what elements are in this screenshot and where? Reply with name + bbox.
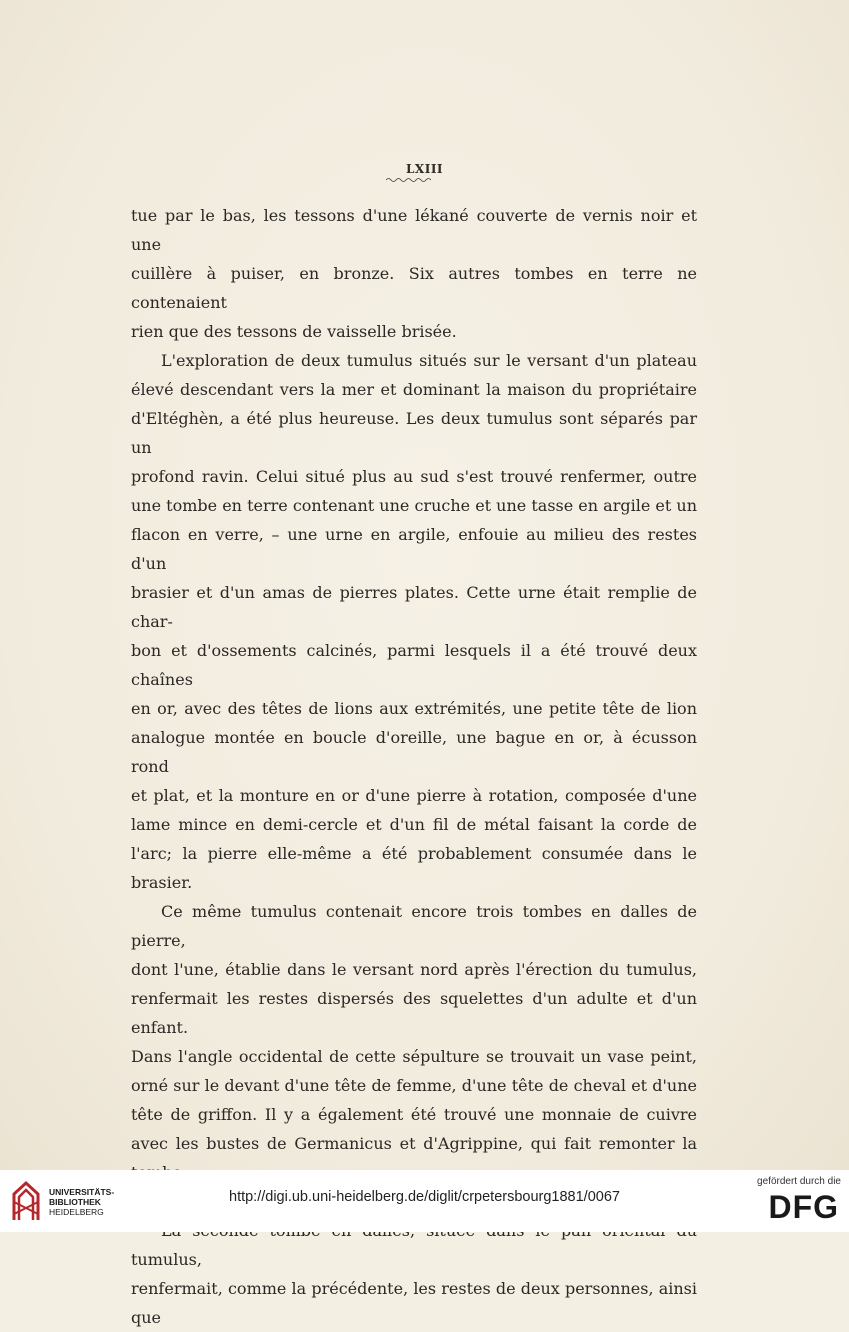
text-line: d'Eltéghèn, a été plus heureuse. Les deux tumulus sont séparés par un	[131, 409, 697, 457]
text-line: une tombe en terre contenant une cruche et une tasse en argile et un	[131, 496, 697, 515]
permalink-url[interactable]: http://digi.ub.uni-heidelberg.de/diglit/crpetersbourg1881/0067	[229, 1189, 620, 1205]
text-line: orné sur le devant d'une tête de femme, d'une tête de cheval et d'une	[131, 1076, 697, 1095]
text-line: profond ravin. Celui situé plus au sud s'est trouvé renfermer, outre	[131, 467, 697, 486]
library-name-line: BIBLIOTHEK	[49, 1197, 101, 1207]
text-line: tête de griffon. Il y a également été trouvé une monnaie de cuivre	[131, 1105, 697, 1124]
university-library-logo-icon[interactable]	[10, 1180, 42, 1222]
funding-caption: gefördert durch die	[757, 1176, 841, 1187]
text-line: Ce même tumulus contenait encore trois tombes en dalles de pierre,	[131, 902, 697, 950]
text-line: et plat, et la monture en or d'une pierre à rotation, composée d'une	[131, 786, 697, 805]
page-number: LXIII	[405, 162, 444, 176]
text-line: L'exploration de deux tumulus situés sur le versant d'un plateau	[161, 351, 697, 370]
text-line: tue par le bas, les tessons d'une lékané couverte de vernis noir et une	[131, 206, 697, 254]
text-line: brasier et d'un amas de pierres plates. Cette urne était remplie de char-	[131, 583, 697, 631]
text-line: bon et d'ossements calcinés, parmi lesquels il a été trouvé deux chaînes	[131, 641, 697, 689]
body-text	[131, 201, 697, 1332]
text-line: avec les bustes de Germanicus et d'Agrippine, qui fait remonter la	[131, 1134, 697, 1153]
dfg-logo[interactable]: DFG	[768, 1189, 839, 1225]
text-line: élevé descendant vers la mer et dominant la maison du propriétaire	[131, 380, 697, 399]
text-line: renfermait les restes dispersés des squelettes d'un adulte et d'un enfant.	[131, 989, 697, 1037]
text-line: analogue montée en boucle d'oreille, une bague en or, à écusson rond	[131, 728, 697, 776]
text-line: tumulus,	[131, 1250, 202, 1269]
text-line: renfermait, comme la précédente, les restes de deux personnes, ainsi que	[131, 1279, 697, 1327]
text-line: en or, avec des têtes de lions aux extrémités, une petite tête de lion	[131, 699, 697, 718]
wavy-underline-ornament	[386, 177, 431, 183]
library-name	[49, 1187, 114, 1217]
footer-bar	[0, 1170, 849, 1232]
text-line: rien que des tessons de vaisselle brisée.	[131, 322, 457, 341]
text-line: Dans l'angle occidental de cette sépulture se trouvait un vase peint,	[131, 1047, 697, 1066]
text-line: lame mince en demi-cercle et d'un fil de métal faisant la corde de	[131, 815, 697, 834]
text-line: dont l'une, établie dans le versant nord après l'érection du tumulus,	[131, 960, 697, 979]
text-line: flacon en verre, – une urne en argile, enfouie au milieu des restes d'un	[131, 525, 697, 573]
text-line: l'arc; la pierre elle-même a été probablement consumée dans le brasier.	[131, 844, 697, 892]
text-line: cuillère à puiser, en bronze. Six autres tombes en terre ne contenaient	[131, 264, 697, 312]
library-name-line: UNIVERSITÄTS-	[49, 1187, 115, 1197]
library-name-line: HEIDELBERG	[49, 1207, 104, 1217]
